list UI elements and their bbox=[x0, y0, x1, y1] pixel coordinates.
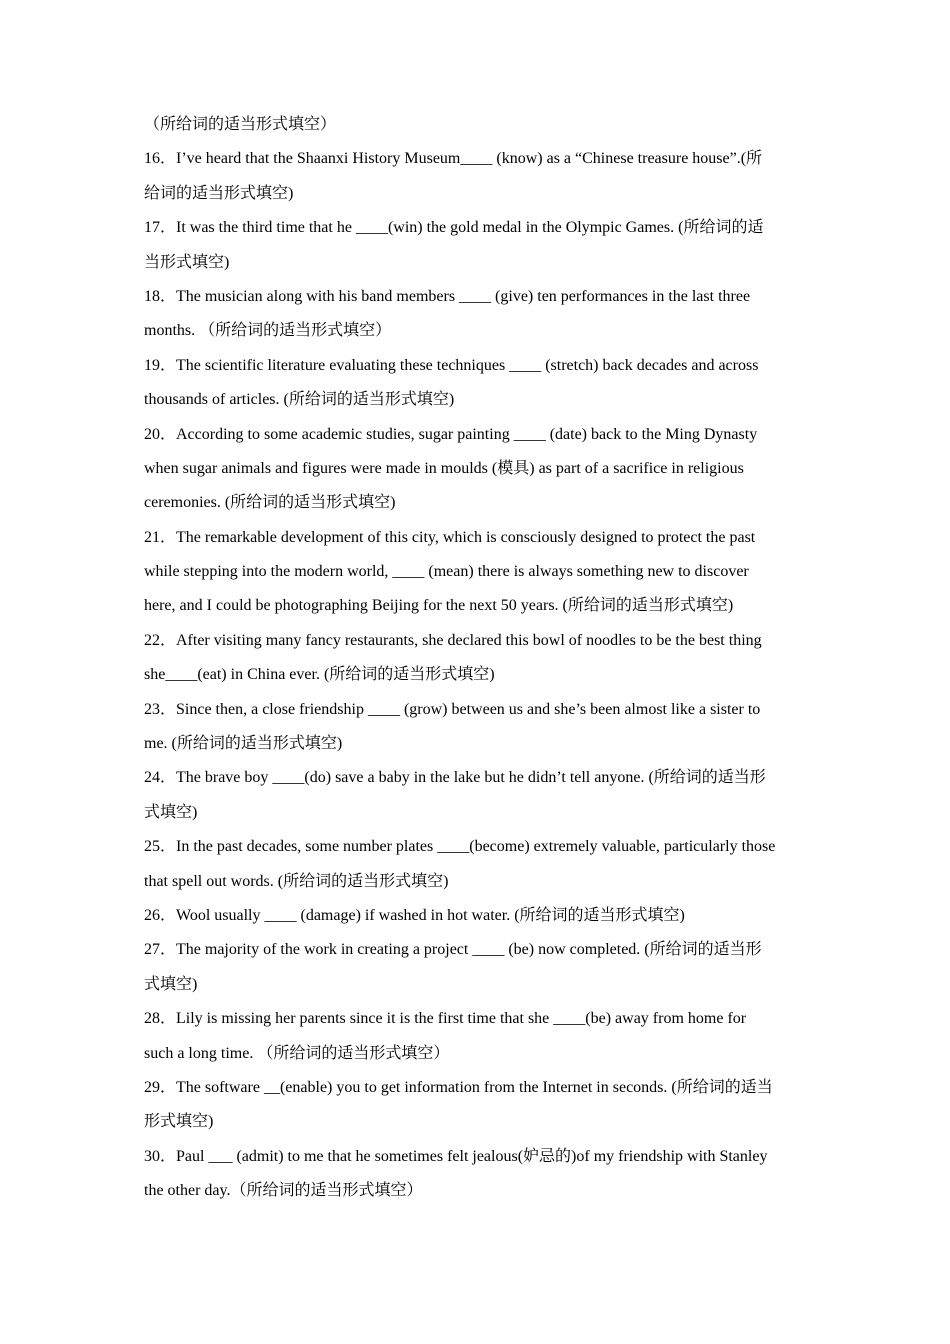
text-line: 30．Paul ___ (admit) to me that he sometimes felt jealous(妒忌的)of my friendship with Stanley bbox=[144, 1147, 768, 1165]
text-line: when sugar animals and figures were made in moulds (模具) as part of a sacrifice in religious bbox=[144, 459, 744, 477]
text-line: 当形式填空) bbox=[144, 253, 230, 271]
text-line: 16．I’ve heard that the Shaanxi History Museum____ (know) as a “Chinese treasure house”.(所 bbox=[144, 150, 763, 168]
text-line: such a long time. （所给词的适当形式填空） bbox=[144, 1044, 450, 1062]
text-line: 17．It was the third time that he ____(win) the gold medal in the Olympic Games. (所给词的适 bbox=[144, 219, 764, 237]
text-line: she____(eat) in China ever. (所给词的适当形式填空) bbox=[144, 666, 495, 684]
text-line: 26．Wool usually ____ (damage) if washed in hot water. (所给词的适当形式填空) bbox=[144, 906, 685, 924]
text-line: 18．The musician along with his band members ____ (give) ten performances in the last three bbox=[144, 287, 751, 305]
text-line: （所给词的适当形式填空） bbox=[144, 116, 337, 133]
text-line: that spell out words. (所给词的适当形式填空) bbox=[144, 872, 449, 890]
text-line: 20．According to some academic studies, sugar painting ____ (date) back to the Ming Dynasty bbox=[144, 425, 758, 443]
text-line: 21．The remarkable development of this city, which is consciously designed to protect the past bbox=[144, 528, 756, 546]
text-line: 22．After visiting many fancy restaurants, she declared this bowl of noodles to be the best thing bbox=[144, 631, 762, 649]
text-line: the other day.（所给词的适当形式填空） bbox=[144, 1182, 423, 1200]
exercise-text bbox=[144, 108, 808, 1209]
text-line: thousands of articles. (所给词的适当形式填空) bbox=[144, 391, 455, 409]
text-line: 23．Since then, a close friendship ____ (grow) between us and she’s been almost like a sister to bbox=[144, 700, 761, 718]
text-line: 28．Lily is missing her parents since it is the first time that she ____(be) away from home for bbox=[144, 1010, 747, 1028]
text-line: 25．In the past decades, some number plates ____(become) extremely valuable, particularly those bbox=[144, 838, 776, 856]
text-line: ceremonies. (所给词的适当形式填空) bbox=[144, 494, 396, 512]
text-line: here, and I could be photographing Beijing for the next 50 years. (所给词的适当形式填空) bbox=[144, 597, 734, 615]
text-line: while stepping into the modern world, ____ (mean) there is always something new to discover bbox=[144, 563, 749, 581]
text-line: 给词的适当形式填空) bbox=[144, 184, 294, 202]
text-line: 29．The software __(enable) you to get information from the Internet in seconds. (所给词的适当 bbox=[144, 1078, 773, 1096]
text-line: 式填空) bbox=[144, 803, 198, 821]
text-line: 24．The brave boy ____(do) save a baby in the lake but he didn’t tell anyone. (所给词的适当形 bbox=[144, 769, 766, 787]
text-line: 形式填空) bbox=[144, 1113, 214, 1131]
text-line: 式填空) bbox=[144, 975, 198, 993]
text-line: months. （所给词的适当形式填空） bbox=[144, 322, 392, 340]
text-line: me. (所给词的适当形式填空) bbox=[144, 735, 343, 753]
text-line: 27．The majority of the work in creating a project ____ (be) now completed. (所给词的适当形 bbox=[144, 941, 762, 959]
text-line: 19．The scientific literature evaluating these techniques ____ (stretch) back decades and across bbox=[144, 356, 759, 374]
